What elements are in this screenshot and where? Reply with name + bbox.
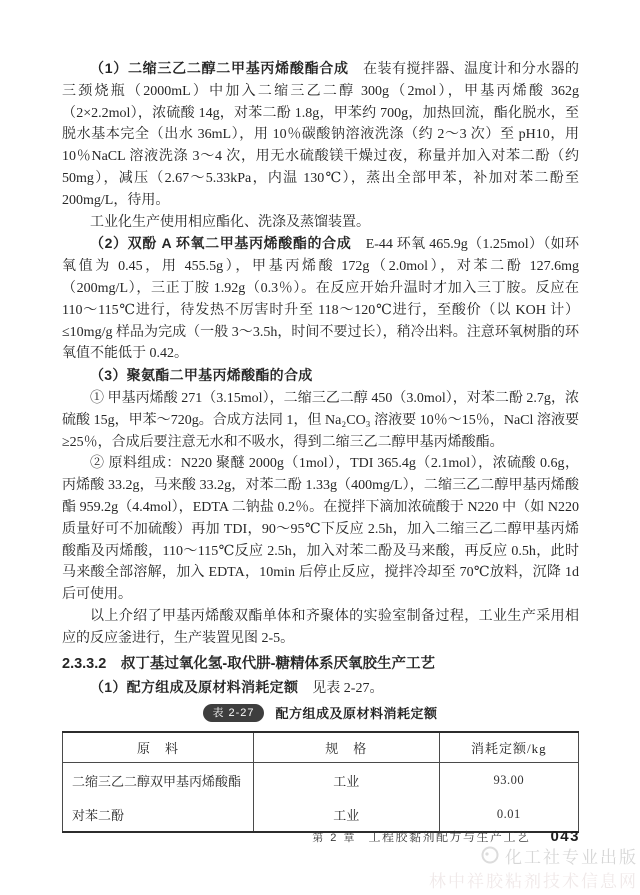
- watermark-site-text: 林中祥胶粘剂技术信息网: [429, 872, 638, 891]
- column-header-material: 原 料: [63, 732, 254, 763]
- table-caption-text: 配方组成及原材料消耗定额: [275, 706, 438, 721]
- footer-page-number: 043: [550, 828, 580, 845]
- footer-book-title: 工程胶黏剂配方与生产工艺: [368, 830, 531, 844]
- paragraph-lead: （2）双酚 A 环氧二甲基丙烯酸酯的合成: [90, 235, 352, 252]
- table-block: [62, 703, 579, 833]
- column-header-quota: 消耗定额/kg: [439, 732, 578, 763]
- cell-spec: 工业: [253, 797, 439, 832]
- paragraph: [62, 453, 579, 606]
- paragraph-text: 见表 2-27。: [298, 681, 384, 697]
- publisher-logo-icon: [480, 845, 500, 871]
- cell-material: 二缩三乙二醇双甲基丙烯酸酯: [72, 774, 242, 789]
- page-footer: [312, 828, 580, 845]
- cell-spec: 工业: [253, 763, 439, 798]
- consumption-table: [62, 731, 579, 833]
- paragraph: [62, 606, 579, 650]
- column-header-spec: 规 格: [253, 732, 439, 763]
- table-row: [63, 797, 579, 832]
- cell-quota: 0.01: [439, 797, 578, 832]
- paragraph-lead: （1）二缩三乙二醇二甲基丙烯酸酯合成: [90, 60, 349, 76]
- watermark-publisher-line: [429, 845, 638, 871]
- page-content: [62, 58, 579, 700]
- paragraph-text: 2.3.3.2 叔丁基过氧化氢-取代肼-糖精体系厌氧胶生产工艺: [62, 655, 435, 672]
- watermark-publisher-text: 化工社专业出版: [505, 848, 638, 867]
- paragraph-text: 工业化生产使用相应酯化、洗涤及蒸馏装置。: [90, 214, 370, 230]
- paragraph-text: 以上介绍了甲基丙烯酸双酯单体和齐聚体的实验室制备过程，工业生产采用相应的反应釜进行，生产装置见图 2-5。: [62, 608, 579, 646]
- paragraph: [62, 365, 579, 388]
- paragraph-text: 在装有搅拌器、温度计和分水器的三颈烧瓶（2000mL）中加入二缩三乙二醇 300g（2mol），甲基丙烯酸 362g（2×2.2mol），浓硫酸 14g，对苯二酚 1.8g，甲苯约 700g，加热回流，酯化脱水，至脱水基本完全（出水 36mL），用 10％碳酸钠溶液洗涤（约 2～3 次）至 pH10，用 10％NaCL 溶液洗涤 3～4 次，用无水硫酸镁干燥过夜，称量并加入对苯二酚（约 50mg），减压（2.67～5.33kPa，内温 130℃），蒸出全部甲苯，补加对苯二酚至 200mg/L，待用。: [62, 62, 579, 208]
- paragraph-lead: （1）配方组成及原材料消耗定额: [90, 679, 299, 696]
- paragraph-text: ① 甲基丙烯酸 271（3.15mol），二缩三乙二醇 450（3.0mol），对苯二酚 2.7g，浓硫酸 15g，甲苯～720g。合成方法同 1，但 Na₂CO₃ 溶液要 10％～15％，NaCl 溶液要≥25％，合成后要注意无水和不吸水，得到二缩三乙二醇甲基丙烯酸酯。: [62, 390, 579, 450]
- cell-quota: 93.00: [439, 763, 578, 798]
- paragraph: [62, 677, 579, 700]
- paragraph: [62, 212, 579, 234]
- paragraph: [62, 388, 579, 453]
- paragraph-lead: （3）聚氨酯二甲基丙烯酸酯的合成: [90, 367, 313, 384]
- paragraph-text: ② 原料组成：N220 聚醚 2000g（1mol），TDI 365.4g（2.1mol），浓硫酸 0.6g，丙烯酸 33.2g，马来酸 33.2g，对苯二酚 1.33g（400mg/L），二缩三乙二醇甲基丙烯酸酯 959.2g（4.4mol），EDTA 二钠盐 0.2％。在搅拌下滴加浓硫酸于 N220 中（如 N220 质量好可不加硫酸）再加 TDI，90～95℃下反应 2.5h，加入二缩三乙二醇甲基丙烯酸酯及丙烯酸，110～115℃反应 2.5h，加入对苯二酚及马来酸，再反应 0.5h，此时马来酸全部溶解，加入 EDTA，10min 后停止反应，搅拌冷却至 70℃放料，沉降 1d 后可使用。: [62, 456, 579, 603]
- table-header-row: [63, 732, 579, 763]
- cell-material: 对苯二酚: [72, 808, 125, 823]
- paragraph-text: E-44 环氧 465.9g（1.25mol）（如环氧值为 0.45，用 455.5g），甲基丙烯酸 172g（2.0mol），对苯二酚 127.6mg（200mg/L），三正丁胺 1.92g（0.3％）。在反应开始升温时才加入三丁胺。反应在 110～115℃进行，待发热不厉害时升至 118～120℃进行，至酸价（以 KOH 计）≤10mg/g 样品为完成（一般 3～3.5h，时间不要过长），稍冷出料。注意环氧树脂的环氧值不能低于 0.42。: [62, 237, 579, 362]
- table-number-badge: 表 2-27: [203, 704, 263, 722]
- watermark: [429, 845, 638, 892]
- footer-chapter-label: 第 2 章: [312, 832, 357, 844]
- table-row: [63, 763, 579, 798]
- paragraph: [62, 58, 579, 212]
- section-heading: [62, 654, 579, 676]
- table-caption: [62, 703, 579, 722]
- paragraph: [62, 233, 579, 365]
